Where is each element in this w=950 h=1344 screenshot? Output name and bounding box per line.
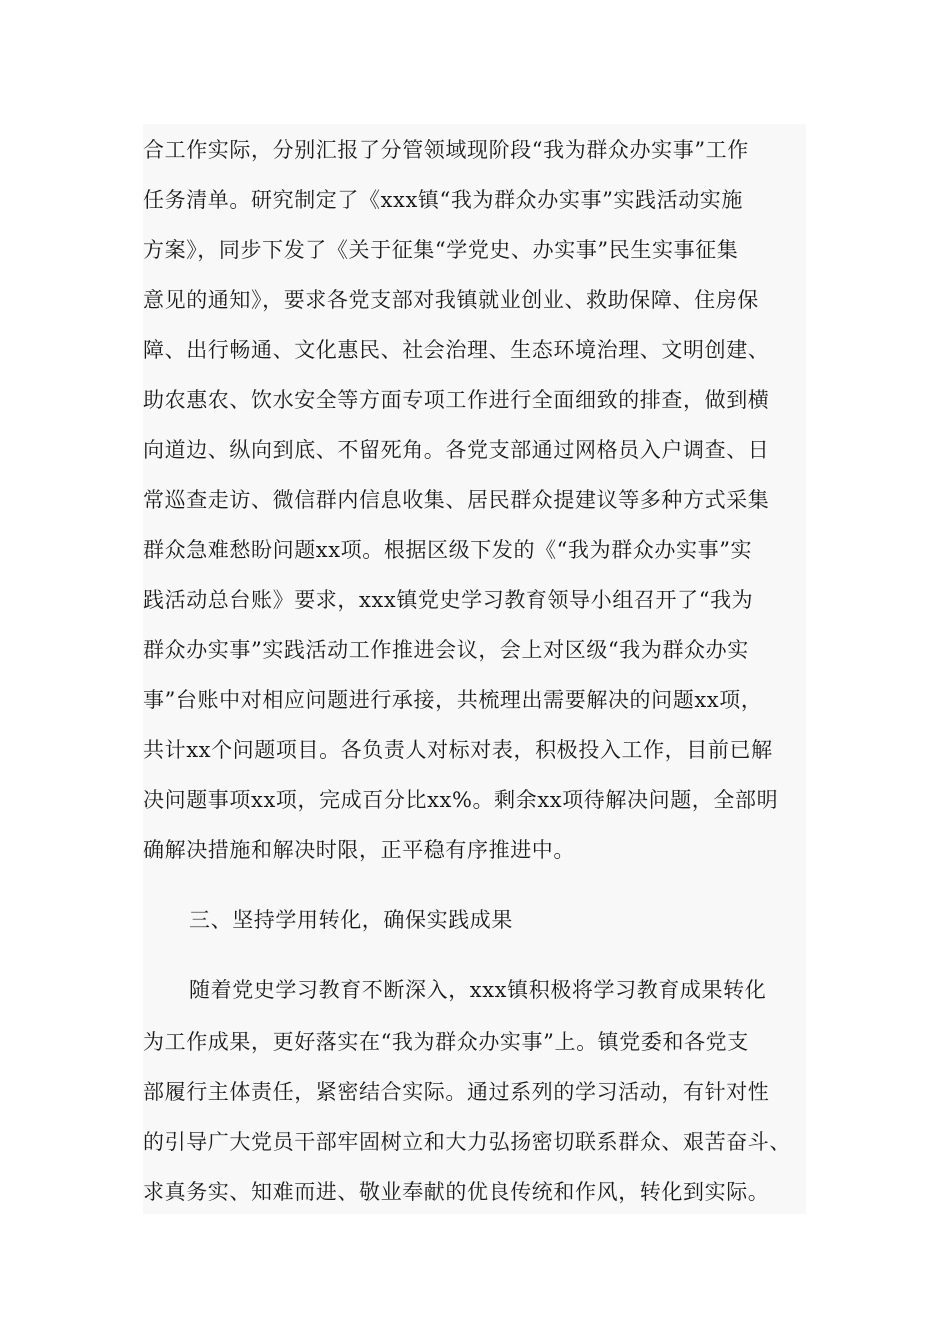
body-line: 随着党史学习教育不断深入，xxx镇积极将学习教育成果转化 [189, 978, 767, 1002]
section-heading: 三、坚持学用转化，确保实践成果 [189, 908, 513, 932]
body-line: 助农惠农、饮水安全等方面专项工作进行全面细致的排查，做到横 [143, 388, 770, 412]
body-line: 群众办实事”实践活动工作推进会议，会上对区级“我为群众办实 [143, 638, 749, 662]
body-line: 的引导广大党员干部牢固树立和大力弘扬密切联系群众、艰苦奋斗、 [143, 1130, 791, 1154]
body-line: 事”台账中对相应问题进行承接，共梳理出需要解决的问题xx项， [143, 688, 763, 712]
body-line: 方案》，同步下发了《关于征集“学党史、办实事”民生实事征集 [143, 238, 739, 262]
body-line: 意见的通知》，要求各党支部对我镇就业创业、救助保障、住房保 [143, 288, 759, 312]
body-line: 践活动总台账》要求，xxx镇党史学习教育领导小组召开了“我为 [143, 588, 754, 612]
body-line: 障、出行畅通、文化惠民、社会治理、生态环境治理、文明创建、 [143, 338, 770, 362]
body-line: 求真务实、知难而进、敬业奉献的优良传统和作风，转化到实际。 [143, 1180, 770, 1204]
body-line: 确解决措施和解决时限，正平稳有序推进中。 [143, 838, 575, 862]
body-line: 向道边、纵向到底、不留死角。各党支部通过网格员入户调查、日 [143, 438, 770, 462]
body-line: 决问题事项xx项，完成百分比xx%。剩余xx项待解决问题，全部明 [143, 788, 779, 812]
body-line: 任务清单。研究制定了《xxx镇“我为群众办实事”实践活动实施 [143, 188, 743, 212]
body-line: 群众急难愁盼问题xx项。根据区级下发的《“我为群众办实事”实 [143, 538, 753, 562]
body-line: 为工作成果，更好落实在“我为群众办实事”上。镇党委和各党支 [143, 1030, 749, 1054]
body-line: 合工作实际，分别汇报了分管领域现阶段“我为群众办实事”工作 [143, 138, 749, 162]
body-line: 共计xx个问题项目。各负责人对标对表，积极投入工作，目前已解 [143, 738, 773, 762]
body-line: 常巡查走访、微信群内信息收集、居民群众提建议等多种方式采集 [143, 488, 770, 512]
body-line: 部履行主体责任，紧密结合实际。通过系列的学习活动，有针对性 [143, 1080, 770, 1104]
